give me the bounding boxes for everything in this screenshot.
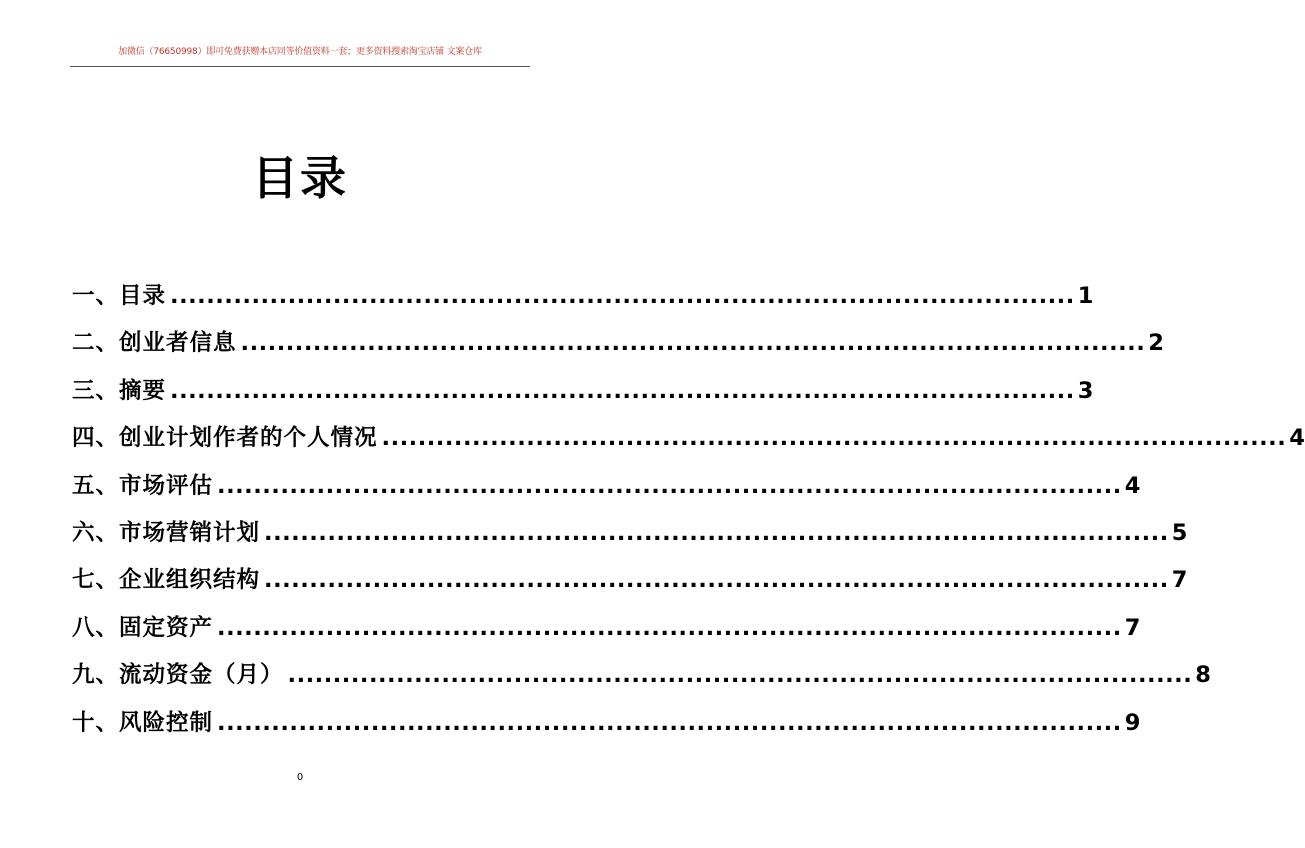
toc-entry-page: 4 — [1124, 472, 1141, 499]
toc-dot-leader: .................................................................................................... — [217, 709, 1122, 736]
toc-entry[interactable] — [72, 325, 1164, 372]
toc-entry[interactable] — [72, 468, 1141, 515]
toc-entry-label: 八、固定资产 — [72, 614, 214, 641]
toc-entry-label: 六、市场营销计划 — [72, 519, 261, 546]
toc-dot-leader: .................................................................................................... — [240, 330, 1146, 357]
toc-entry-label: 一、目录 — [72, 283, 167, 309]
toc-entry[interactable] — [72, 420, 1305, 467]
toc-entry-page: 9 — [1124, 709, 1141, 736]
toc-entry-label: 七、企业组织结构 — [72, 567, 261, 594]
toc-dot-leader: .................................................................................................... — [264, 519, 1169, 546]
toc-entry[interactable] — [72, 657, 1211, 704]
toc-entry-label: 五、市场评估 — [72, 472, 214, 499]
toc-entry[interactable] — [72, 562, 1188, 609]
toc-entry[interactable] — [72, 610, 1141, 657]
toc-entry-page: 5 — [1171, 519, 1188, 546]
toc-dot-leader: .................................................................................................... — [170, 283, 1075, 309]
toc-entry-label: 四、创业计划作者的个人情况 — [72, 425, 378, 452]
toc-entry-page: 7 — [1171, 567, 1188, 594]
toc-entry[interactable] — [72, 705, 1141, 752]
toc-entry[interactable] — [72, 515, 1188, 562]
page-number: 0 — [296, 772, 304, 783]
toc-dot-leader: .................................................................................................... — [170, 377, 1075, 404]
toc-dot-leader: .................................................................................................... — [287, 662, 1193, 689]
toc-dot-leader: .................................................................................................... — [217, 614, 1122, 641]
toc-entry-page: 3 — [1077, 377, 1094, 404]
toc-entry[interactable] — [72, 373, 1094, 420]
header-divider — [70, 66, 530, 67]
toc-entry-label: 三、摘要 — [72, 377, 167, 404]
toc-entry-page: 7 — [1124, 614, 1141, 641]
toc-entry-page: 8 — [1195, 662, 1211, 689]
toc-entry-page: 2 — [1148, 330, 1164, 357]
toc-entry-page: 4 — [1289, 425, 1305, 452]
toc-entry-label: 二、创业者信息 — [72, 330, 237, 357]
page-title: 目录 — [252, 151, 348, 205]
toc-entry[interactable] — [72, 278, 1094, 325]
toc-dot-leader: .................................................................................................... — [264, 567, 1169, 594]
toc-entry-label: 九、流动资金（月） — [72, 662, 284, 689]
toc-entry-label: 十、风险控制 — [72, 709, 214, 736]
toc-dot-leader: .................................................................................................... — [381, 425, 1287, 452]
toc-dot-leader: .................................................................................................... — [217, 472, 1122, 499]
toc-entry-page: 1 — [1077, 283, 1094, 309]
table-of-contents — [72, 278, 1305, 752]
header-note: 加微信（76650998）即可免费获赠本店同等价值资料一套；更多资料搜索淘宝店铺 文案仓库 — [118, 47, 482, 57]
